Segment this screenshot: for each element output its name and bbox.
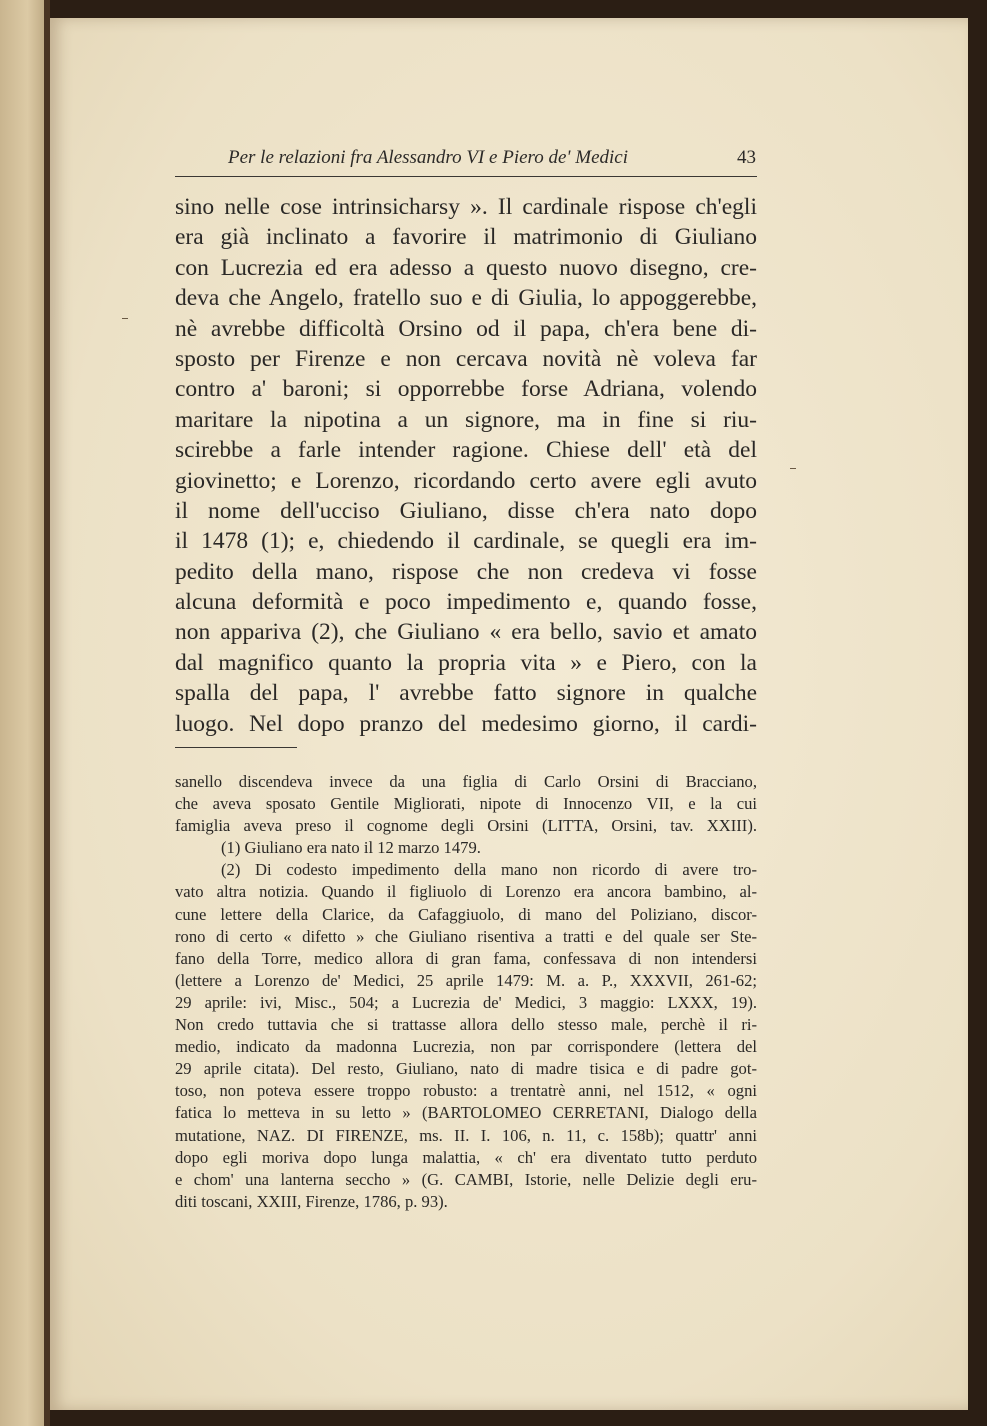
running-title: Per le relazioni fra Alessandro VI e Piero de' Medici bbox=[228, 147, 628, 168]
margin-mark bbox=[122, 318, 128, 319]
footnote-2-start: (2) Di codesto impedimento della mano non ricordo di avere tro- bbox=[221, 860, 757, 880]
body-line: con Lucrezia ed era adesso a questo nuovo disegno, cre- bbox=[175, 254, 757, 281]
footnote-line: toso, non poteva essere troppo robusto: a trentatrè anni, nel 1512, « ogni bbox=[175, 1081, 757, 1101]
footnote-line: che aveva sposato Gentile Migliorati, nipote di Innocenzo VII, e la cui bbox=[175, 794, 757, 814]
footnote-line: diti toscani, XXIII, Firenze, 1786, p. 93). bbox=[175, 1191, 448, 1211]
body-line: alcuna deformità e poco impedimento e, quando fosse, bbox=[175, 589, 757, 616]
body-line: luogo. Nel dopo pranzo del medesimo giorno, il cardi- bbox=[175, 710, 757, 737]
footnote-line: Non credo tuttavia che si trattasse allora dello stesso male, perchè il ri- bbox=[175, 1015, 757, 1035]
body-line: sino nelle cose intrinsicharsy ». Il cardinale rispose ch'egli bbox=[175, 194, 757, 220]
running-header bbox=[228, 145, 758, 173]
footnote-line: e chom' una lanterna seccho » (G. CAMBI, Istorie, nelle Delizie degli eru- bbox=[175, 1169, 757, 1189]
body-line: maritare la nipotina a un signore, ma in fine si riu- bbox=[175, 406, 757, 433]
footnotes bbox=[175, 771, 757, 1213]
body-line: il nome dell'ucciso Giuliano, disse ch'era nato dopo bbox=[175, 497, 757, 524]
footnote-line: cune lettere della Clarice, da Cafaggiuolo, di mano del Poliziano, discor- bbox=[175, 904, 757, 924]
body-line: nè avrebbe difficoltà Orsino od il papa, ch'era bene di- bbox=[175, 315, 757, 342]
footnote-1: (1) Giuliano era nato il 12 marzo 1479. bbox=[221, 838, 481, 858]
footnote-line: medio, indicato da madonna Lucrezia, non par corrispondere (lettera del bbox=[175, 1037, 757, 1057]
footnote-rule bbox=[175, 747, 297, 748]
footnote-line: vato altra notizia. Quando il figliuolo di Lorenzo era ancora bambino, al- bbox=[175, 882, 757, 902]
body-line: dal magnifico quanto la propria vita » e Piero, con la bbox=[175, 649, 757, 676]
body-line: sposto per Firenze e non cercava novità nè voleva far bbox=[175, 345, 757, 372]
body-line: spalla del papa, l' avrebbe fatto signore in qualche bbox=[175, 680, 757, 707]
body-line: il 1478 (1); e, chiedendo il cardinale, se quegli era im- bbox=[175, 528, 757, 555]
footnote-line: 29 aprile: ivi, Misc., 504; a Lucrezia de' Medici, 3 maggio: LXXX, 19). bbox=[175, 992, 757, 1012]
body-line: deva che Angelo, fratello suo e di Giulia, lo appoggerebbe, bbox=[175, 285, 757, 312]
page-number: 43 bbox=[737, 147, 756, 168]
left-page-edge bbox=[0, 0, 50, 1426]
body-line: era già inclinato a favorire il matrimonio di Giuliano bbox=[175, 224, 757, 251]
footnote-line: mutatione, NAZ. DI FIRENZE, ms. II. I. 106, n. 11, c. 158b); quattr' anni bbox=[175, 1125, 757, 1145]
header-rule bbox=[175, 176, 757, 177]
footnote-line: fatica lo metteva in su letto » (BARTOLOMEO CERRETANI, Dialogo della bbox=[175, 1103, 757, 1123]
body-text bbox=[175, 192, 757, 739]
body-line: pedito della mano, rispose che non credeva vi fosse bbox=[175, 558, 757, 585]
body-line: contro a' baroni; si opporrebbe forse Adriana, volendo bbox=[175, 376, 757, 403]
footnote-line: sanello discendeva invece da una figlia di Carlo Orsini di Bracciano, bbox=[175, 772, 757, 791]
footnote-line: fano della Torre, medico allora di gran fama, confessava di non intendersi bbox=[175, 948, 757, 968]
margin-mark bbox=[790, 468, 796, 469]
footnote-line: 29 aprile citata). Del resto, Giuliano, nato di madre tisica e di padre got- bbox=[175, 1059, 757, 1079]
footnote-line: rono di certo « difetto » che Giuliano risentiva a tratti e del quale ser Ste- bbox=[175, 926, 757, 946]
footnote-line: dopo egli moriva dopo lunga malattia, « ch' era diventato tutto perduto bbox=[175, 1147, 757, 1167]
body-line: non appariva (2), che Giuliano « era bello, savio et amato bbox=[175, 619, 757, 646]
footnote-line: (lettere a Lorenzo de' Medici, 25 aprile 1479: M. a. P., XXXVII, 261-62; bbox=[175, 970, 757, 990]
footnote-line: famiglia aveva preso il cognome degli Orsini (LITTA, Orsini, tav. XXIII). bbox=[175, 816, 757, 836]
body-line: scirebbe a farle intender ragione. Chiese dell' età del bbox=[175, 437, 757, 464]
body-line: giovinetto; e Lorenzo, ricordando certo avere egli avuto bbox=[175, 467, 757, 494]
